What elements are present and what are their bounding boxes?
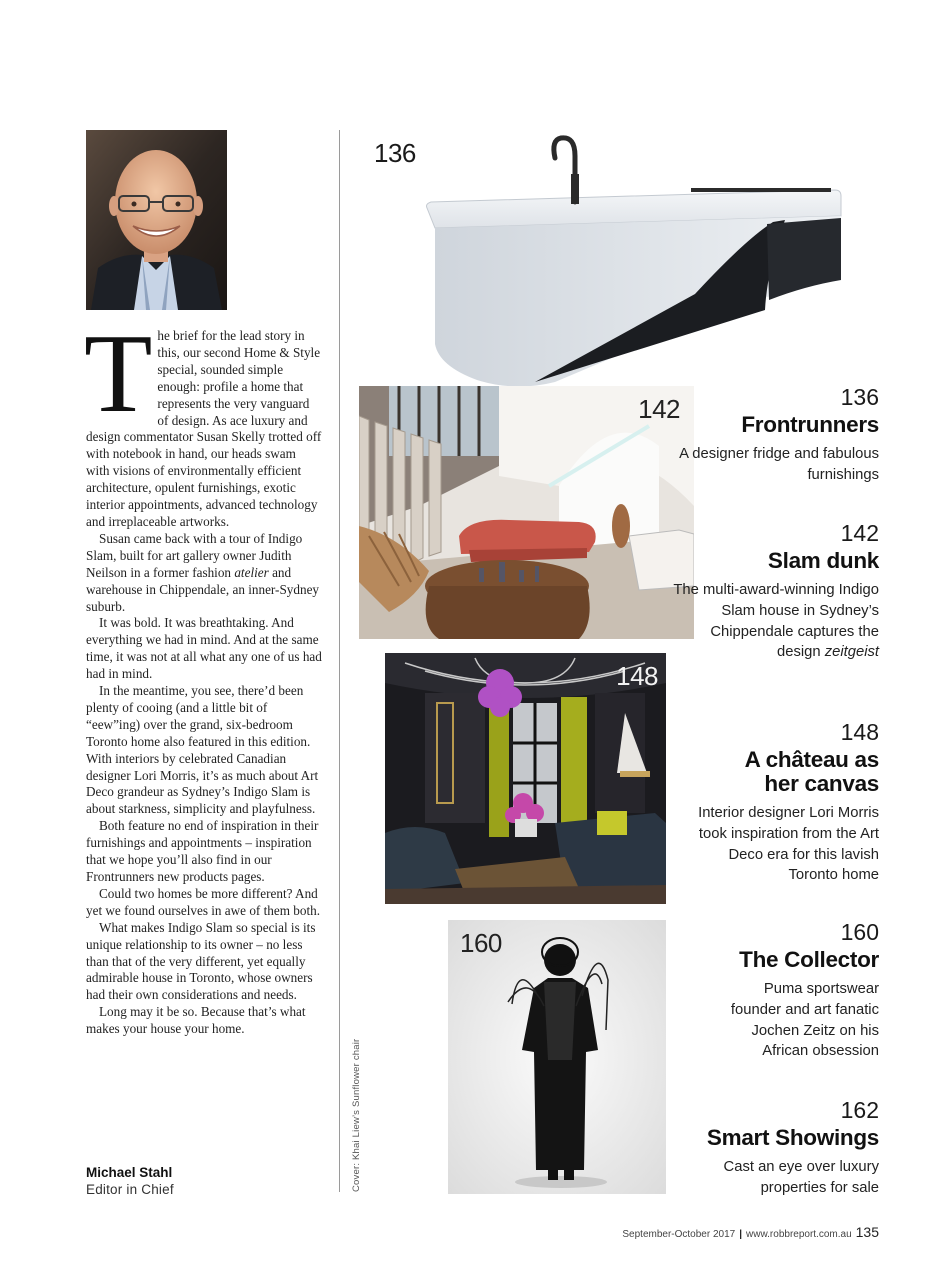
african-art-figure-photo — [448, 920, 666, 1194]
paragraph: he brief for the lead story in this, our second Home & Style special, sounded simple enough: profile a home that represents the very vanguard of design. As ace luxury and design commentator Susan Skelly trotted off with notebook in hand, our heads swam with visions of environmentally efficient architecture, opulent furnishings, exotic interior appointments, advanced technology and irreplaceable artworks. — [86, 328, 322, 529]
contents-entry-the-collector[interactable] — [669, 919, 879, 1062]
toronto-chateau-photo — [385, 653, 666, 904]
cover-credit: Cover: Khai Liew’s Sunflower chair — [351, 1038, 362, 1192]
page-number-label: 142 — [638, 394, 680, 424]
page-number-label: 136 — [374, 138, 416, 168]
contents-entry-smart-showings[interactable] — [669, 1097, 879, 1199]
editor-role: Editor in Chief — [86, 1182, 174, 1197]
entry-description: Puma sportswear founder and art fanatic Jochen Zeitz on his African obsession — [730, 981, 879, 1060]
paragraph: It was bold. It was breathtaking. And everything we had in mind. And at the same time, it was not at all what any one of us had had in mind. — [86, 615, 322, 682]
entry-title: A château as her canvas — [744, 747, 879, 796]
entry-description: A designer fridge and fabulous furnishings — [679, 446, 879, 483]
entry-title: Slam dunk — [767, 548, 879, 573]
entry-page-number: 148 — [840, 719, 879, 745]
issue-date: September-October 2017 — [622, 1229, 736, 1240]
paragraph: Could two homes be more different? And yet we found ourselves in awe of them both. — [86, 885, 321, 918]
paragraph: Long may it be so. Because that’s what makes your house your home. — [86, 1004, 306, 1037]
editor-name: Michael Stahl — [86, 1165, 173, 1180]
paragraph: In the meantime, you see, there’d been plenty of cooing (and a little bit of “eew”ing) over the grand, six-bedroom Toronto home also featured in this edition. With interiors by celebrated Canadian designer Lori Morris, it’s as much about Art Deco grandeur as Sydney’s Indigo Slam is about starkness, simplicity and playfulness. — [86, 683, 319, 817]
contents-entry-frontrunners[interactable] — [669, 384, 879, 486]
kitchen-island-image — [365, 130, 851, 392]
paragraph: What makes Indigo Slam so special is its unique relationship to its owner – no less than that of the very different, yet equally admirable house in Toronto, whose owners had their own considerations and needs. — [86, 919, 316, 1003]
paragraph: Susan came back with a tour of Indigo Slam, built for art gallery owner Judith Neilson in a former fashion atelier and warehouse in Chippendale, an inner-Sydney suburb. — [86, 530, 320, 614]
entry-title: Smart Showings — [706, 1125, 879, 1150]
drop-cap: T — [84, 312, 153, 436]
contents-entry-chateau[interactable] — [669, 719, 879, 886]
entry-description: Interior designer Lori Morris took inspiration from the Art Deco era for this lavish Toronto home — [698, 805, 879, 884]
contents-entry-slam-dunk[interactable] — [669, 520, 879, 663]
entry-page-number: 136 — [840, 384, 879, 410]
page-footer — [622, 1224, 879, 1240]
entry-description: The multi-award-winning Indigo Slam house in Sydney’s Chippendale captures the design zeitgeist — [673, 582, 879, 661]
entry-title: The Collector — [739, 947, 879, 972]
website-link[interactable]: www.robbreport.com.au — [746, 1229, 852, 1240]
entry-page-number: 160 — [840, 919, 879, 945]
editor-portrait — [86, 130, 227, 310]
entry-title: Frontrunners — [741, 412, 879, 437]
page-number-label: 160 — [460, 928, 502, 958]
entry-page-number: 162 — [840, 1097, 879, 1123]
column-divider — [339, 130, 340, 1192]
footer-separator: | — [739, 1229, 743, 1240]
signature — [86, 1164, 174, 1198]
entry-description: Cast an eye over luxury properties for sale — [723, 1159, 879, 1196]
page-number-label: 148 — [616, 661, 658, 691]
paragraph: Both feature no end of inspiration in their furnishings and appointments – inspiration that we hope you’ll also find in our Frontrunners new products pages. — [86, 818, 319, 884]
page-number: 135 — [855, 1224, 879, 1240]
indigo-slam-living-room-photo — [359, 386, 694, 639]
editors-letter — [84, 312, 322, 1038]
entry-page-number: 142 — [840, 520, 879, 546]
